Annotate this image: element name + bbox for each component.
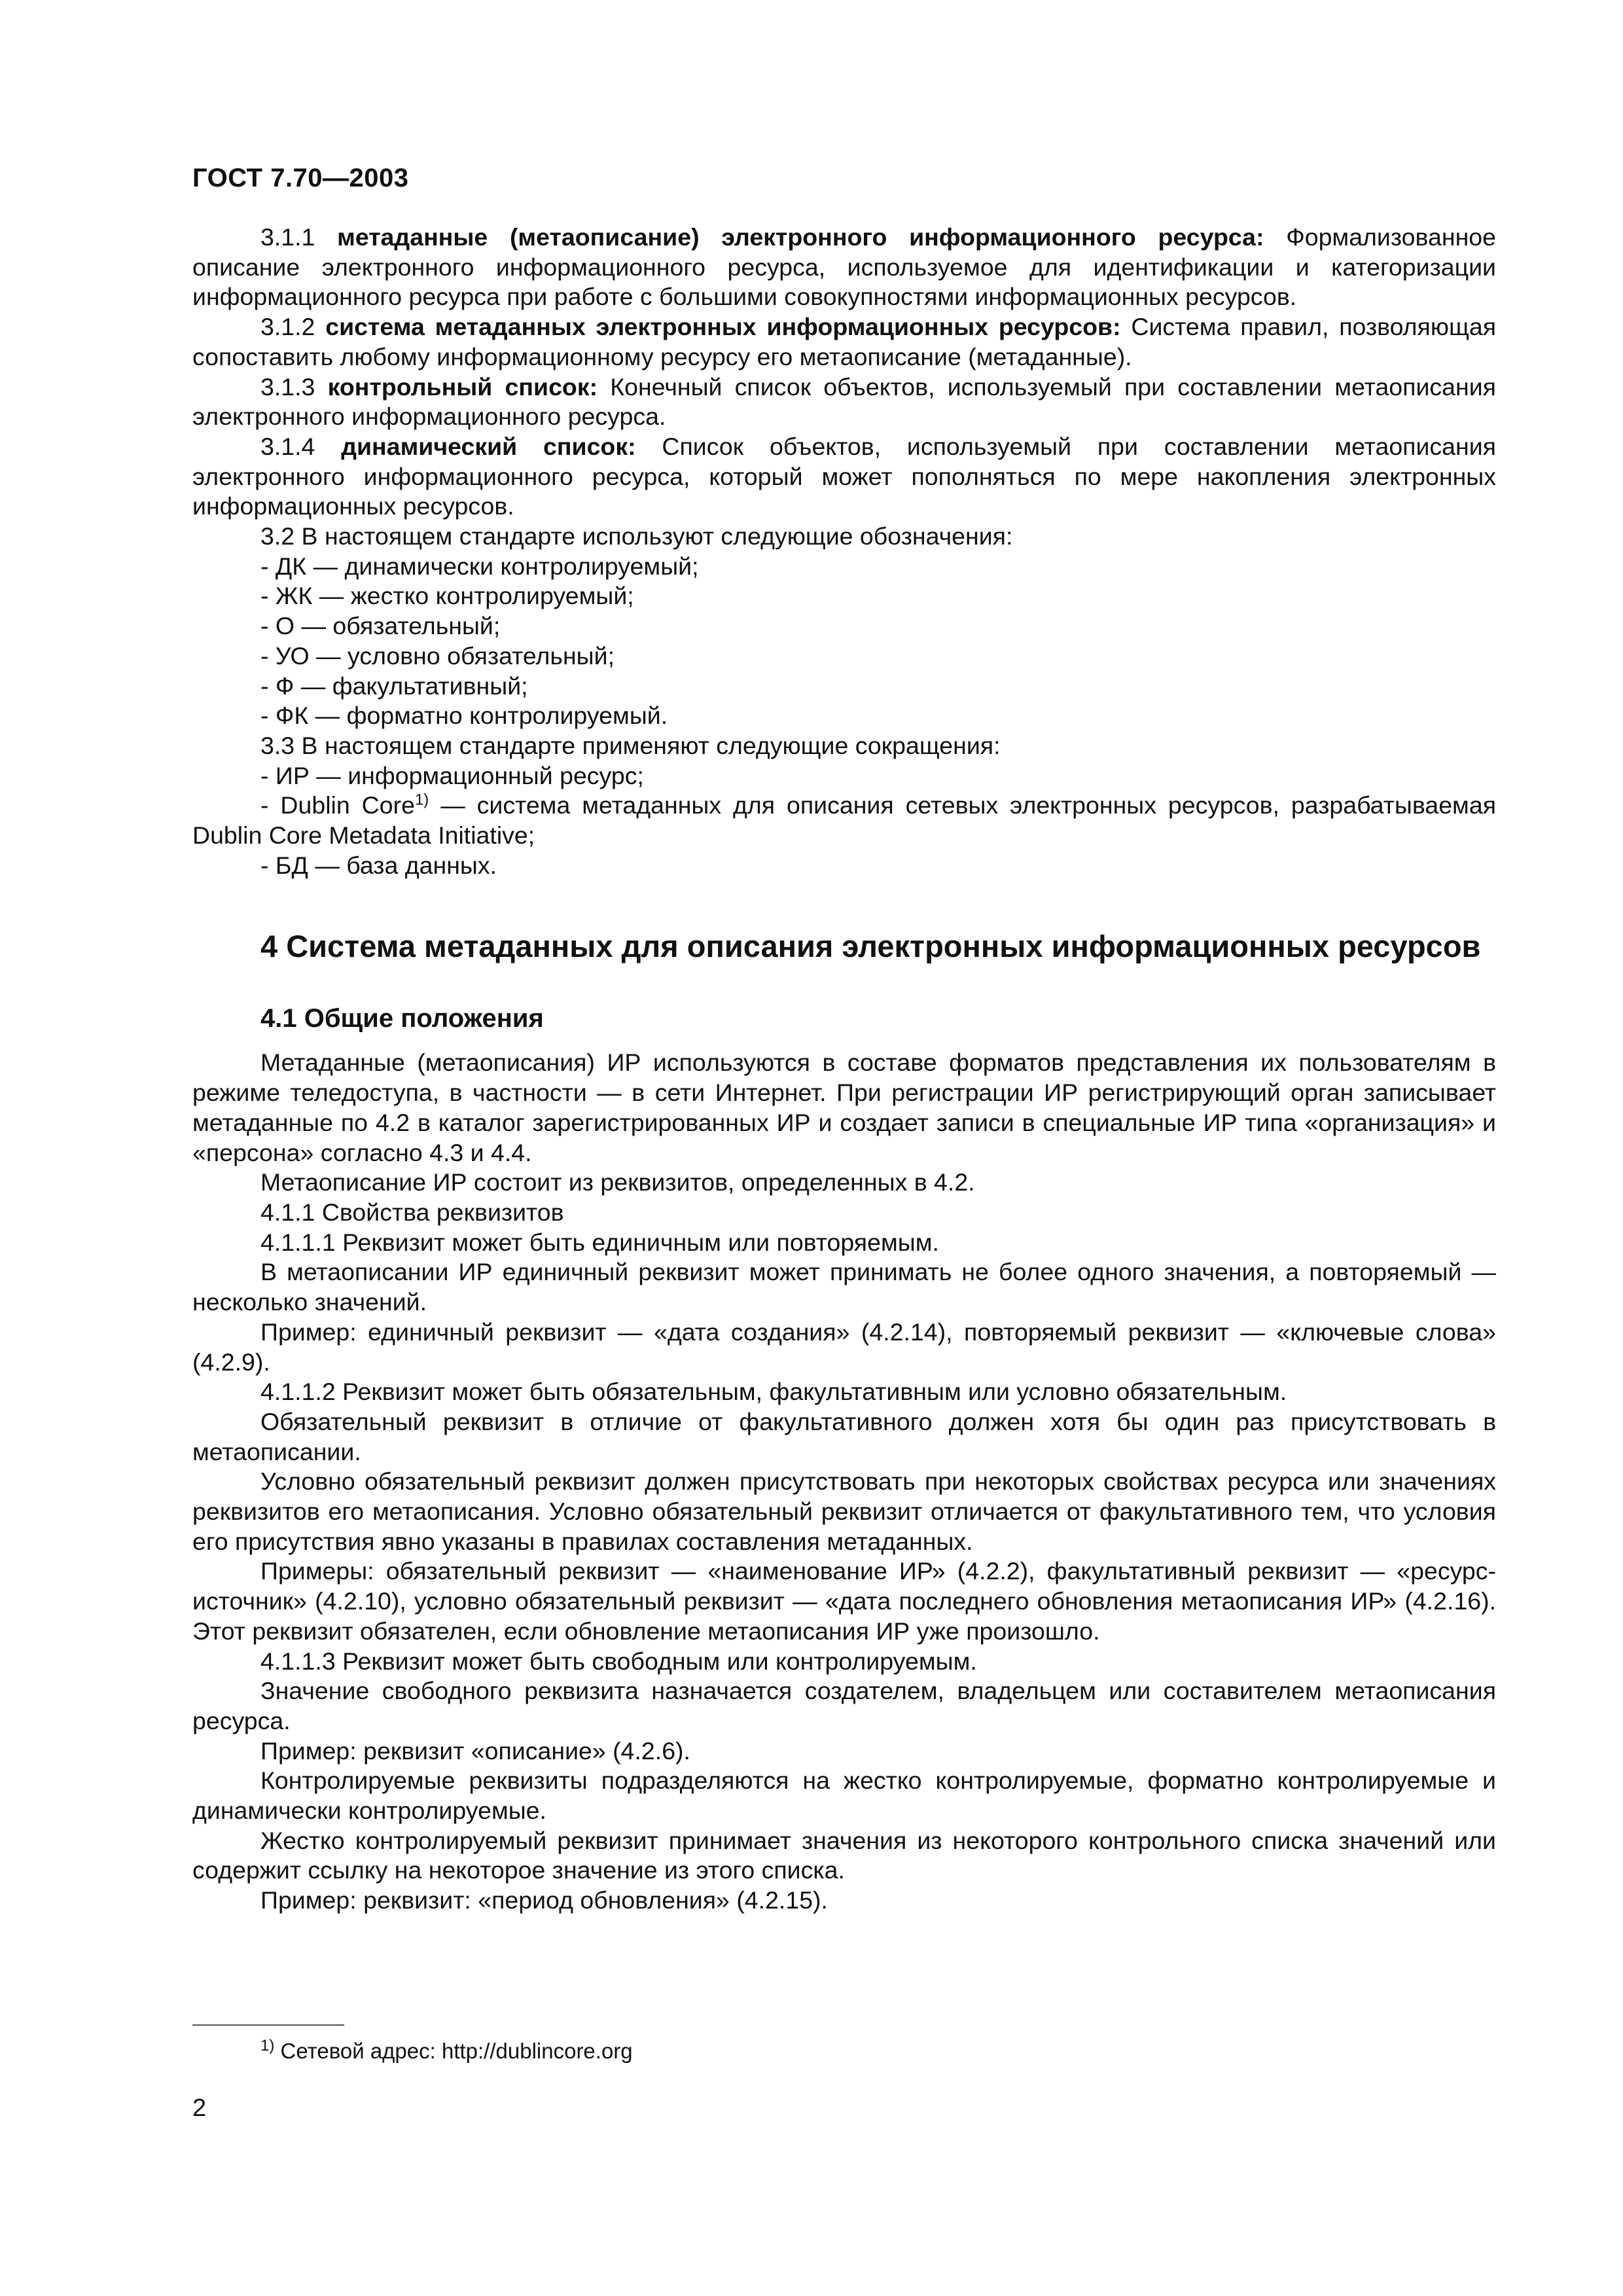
term: система метаданных электронных информационных ресурсов:	[325, 313, 1121, 341]
definition-3-1-4: 3.1.4 динамический список: Список объектов, используемый при составлении метаописания электронного информационного ресурса, который может пополняться по мере накопления электронных информационных ресурсов.	[192, 432, 1496, 520]
abbreviation-item-dublin-core: - Dublin Core$^{1)}$ — система метаданных для описания сетевых электронных ресурсов, разрабатываемая Dublin Core Metadata Initiative;	[192, 791, 1496, 850]
subsection-4-1-heading: 4.1 Общие положения	[260, 1004, 544, 1033]
term: контрольный список:	[327, 372, 598, 401]
clause-heading: 4.1.1 Свойства реквизитов	[260, 1198, 564, 1226]
example: Пример: единичный реквизит — «дата создания» (4.2.14), повторяемый реквизит — «ключевые слова» (4.2.9).	[192, 1318, 1496, 1376]
notation-item: - ФК — форматно контролируемый.	[260, 702, 668, 730]
example: Примеры: обязательный реквизит — «наименование ИР» (4.2.2), факультативный реквизит — «ресурс-источник» (4.2.10), условно обязательный реквизит — «дата последнего обновления метаописания ИР» (4.2.16). Этот реквизит обязателен, если обновление метаописания ИР уже произошло.	[192, 1557, 1496, 1645]
paragraph: 4.1.1.1 Реквизит может быть единичным или повторяемым.	[260, 1228, 939, 1256]
notation-item: - УО — условно обязательный;	[260, 641, 615, 670]
page-number: 2	[192, 2094, 207, 2122]
footnote-divider	[192, 2024, 344, 2026]
definition-3-1-2: 3.1.2 система метаданных электронных информационных ресурсов: Система правил, позволяющая сопоставить любому информационному ресурсу его метаописание (метаданные).	[192, 313, 1496, 370]
term: метаданные (метаописание) электронного информационного ресурса:	[337, 223, 1264, 251]
footnote-mark: 1)	[260, 2037, 275, 2054]
paragraph: Метаданные (метаописания) ИР используются в составе форматов представления их пользователям в режиме теледоступа, в частности — в сети Интернет. При регистрации ИР регистрирующий орган записывает метаданные по 4.2 в каталог зарегистрированных ИР и создает записи в специальные ИР типа «организация» и «персона» согласно 4.3 и 4.4.	[192, 1049, 1496, 1166]
paragraph: 4.1.1.2 Реквизит может быть обязательным, факультативным или условно обязательным.	[260, 1378, 1287, 1406]
definition-3-1-3: 3.1.3 контрольный список: Конечный список объектов, используемый при составлении метаописания электронного информационного ресурса.	[192, 372, 1496, 431]
footnote-ref: 1)	[414, 791, 429, 809]
section-4-heading: 4 Система метаданных для описания электронных информационных ресурсов	[260, 929, 1481, 964]
abbreviation-item: - ИР — информационный ресурс;	[260, 761, 644, 789]
paragraph: Контролируемые реквизиты подразделяются на жестко контролируемые, форматно контролируемые и динамически контролируемые.	[192, 1767, 1496, 1825]
paragraph: Значение свободного реквизита назначается создателем, владельцем или составителем метаописания ресурса.	[192, 1677, 1496, 1734]
example: Пример: реквизит: «период обновления» (4.2.15).	[260, 1886, 828, 1914]
abbreviation-item: - БД — база данных.	[260, 851, 497, 879]
notation-item: - ДК — динамически контролируемый;	[260, 552, 699, 580]
example: Пример: реквизит «описание» (4.2.6).	[260, 1736, 690, 1765]
notation-item: - Ф — факультативный;	[260, 672, 528, 700]
footnote-text: Сетевой адрес: http://dublincore.org	[274, 2039, 633, 2063]
notation-intro: 3.2 В настоящем стандарте используют следующие обозначения:	[260, 522, 1013, 550]
notation-item: - ЖК — жестко контролируемый;	[260, 582, 634, 610]
notation-item: - О — обязательный;	[260, 612, 501, 640]
document-header: ГОСТ 7.70—2003	[192, 164, 409, 192]
paragraph: Обязательный реквизит в отличие от факультативного должен хотя бы один раз присутствовать в метаописании.	[192, 1407, 1496, 1465]
definition-3-1-1: 3.1.1 метаданные (метаописание) электронного информационного ресурса: Формализованное описание электронного информационного ресурса, используемое для идентификации и категоризации информационного ресурса при работе с большими совокупностями информационных ресурсов.	[192, 223, 1496, 311]
document-body	[192, 223, 1496, 1916]
abbreviation-intro: 3.3 В настоящем стандарте применяют следующие сокращения:	[260, 731, 1001, 759]
footnote	[260, 2039, 633, 2064]
paragraph: В метаописании ИР единичный реквизит может принимать не более одного значения, а повторяемый — несколько значений.	[192, 1258, 1496, 1316]
paragraph: Метаописание ИР состоит из реквизитов, определенных в 4.2.	[260, 1168, 975, 1196]
paragraph: Жестко контролируемый реквизит принимает значения из некоторого контрольного списка значений или содержит ссылку на некоторое значение из этого списка.	[192, 1826, 1496, 1884]
paragraph: Условно обязательный реквизит должен присутствовать при некоторых свойствах ресурса или значениях реквизитов его метаописания. Условно обязательный реквизит отличается от факультативного тем, что условия его присутствия явно указаны в правилах составления метаданных.	[192, 1467, 1496, 1555]
paragraph: 4.1.1.3 Реквизит может быть свободным или контролируемым.	[260, 1647, 977, 1675]
term: динамический список:	[341, 432, 636, 460]
